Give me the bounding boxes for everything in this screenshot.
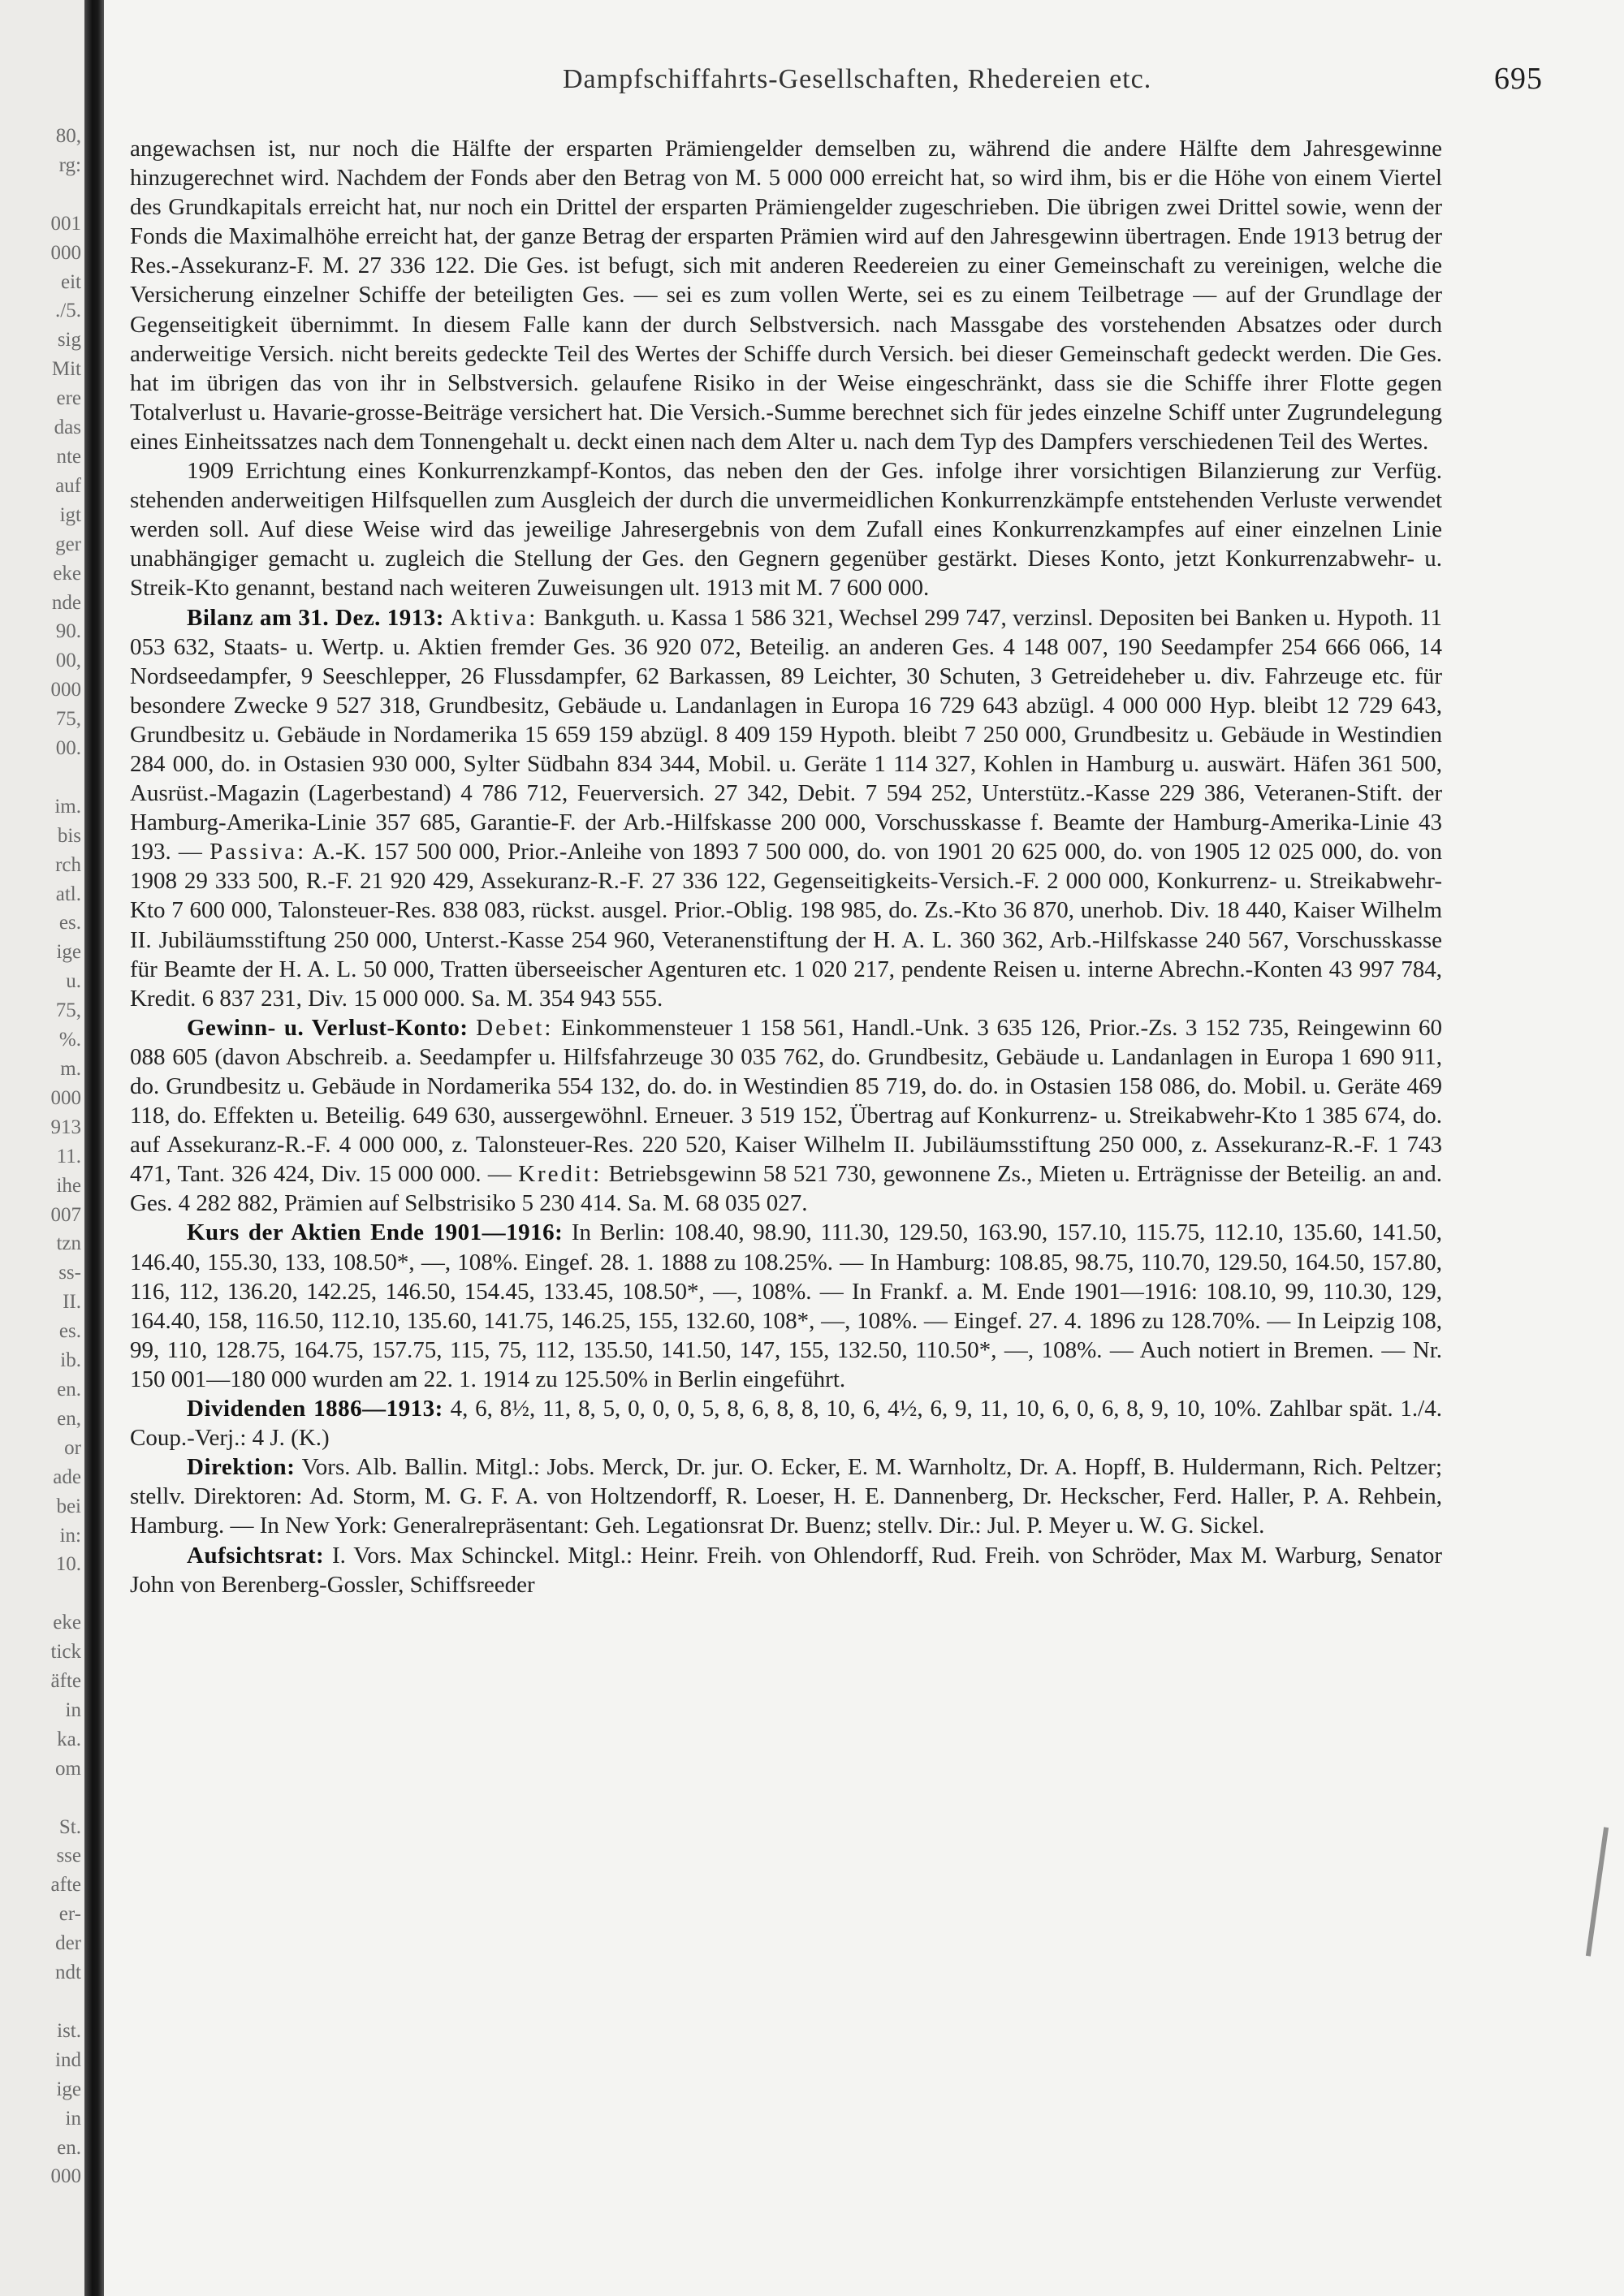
adjacent-page-fragment: 000 — [50, 1086, 81, 1109]
adjacent-page-fragment: afte — [50, 1874, 81, 1897]
adjacent-page-fragment: ere — [56, 387, 81, 410]
adjacent-page-fragment: 000 — [50, 2165, 81, 2188]
dividends-text: 4, 6, 8½, 11, 8, 5, 0, 0, 0, 5, 8, 6, 8, 8, 10, 6, 4½, 6, 9, 11, 10, 6, 0, 6, 8, 9, 10, 10%. Zahlbar spät. 1./4. Coup.-Verj.: 4 J. (K.) — [130, 1396, 1442, 1452]
adjacent-page-fragment — [0, 1987, 81, 2017]
paragraph-reserve-fund: angewachsen ist, nur noch die Hälfte der ersparten Prämiengelder demselben zu, während die andere Hälfte dem Jahresgewinne hinzugerechnet wird. Nachdem der Fonds aber den Betrag von M. 5 000 000 erreicht hat, so wird ihm, bis er die Höhe von einem Viertel des Grundkapitals erreicht hat, nur noch ein Drittel der ersparten Prämiengelder zugeschrieben. Die übrigen zwei Drittel sowie, wenn der Fonds die Maximalhöhe erreicht hat, der ganze Betrag der ersparten Prämien wird auf den Jahresgewinn übertragen. Ende 1913 betrug der Res.-Assekuranz-F. M. 27 336 122. Die Ges. ist befugt, sich mit anderen Reedereien zu einer Gemeinschaft zu vereinigen, welche die Versicherung einzelner Schiffe der beteiligten Ges. — sei es zum vollen Werte, sei es zu einem Teilbetrage — auf der Grundlage der Gegenseitigkeit übernimmt. In diesem Falle kann der durch Selbstversich. nach Massgabe des vorstehenden Absatzes oder durch anderweitige Versich. nicht bereits gedeckte Teil des Wertes der Schiffe durch Versich. bei dieser Gemeinschaft gedeckt werden. Die Ges. hat im übrigen das von ihr in Selbstversich. gelaufene Risiko in der Weise eingeschränkt, dass sie die Schiffe ihrer Flotte gegen Totalverlust u. Havarie-grosse-Beiträge versichert hat. Die Versich.-Summe berechnet sich für jedes einzelne Schiff unter Zugrundelegung eines Einheitssatzes nach dem Tonnengehalt u. deckt einen nach dem Alter u. nach dem Typ des Dampfers verschiedenen Teil des Wertes. — [130, 136, 1442, 455]
debit-text: Einkommensteuer 1 158 561, Handl.-Unk. 3 635 126, Prior.-Zs. 3 152 735, Reingewinn 60 088 605 (davon Abschreib. a. Seedampfer u. Hilfsfahrzeuge 30 035 762, do. Grundbesitz, Gebäude u. Landanlagen in Europa 1 690 911, do. Grundbesitz u. Gebäude in Nordamerika 554 132, do. do. in Westindien 85 719, do. do. in Ostasien 158 086, do. Mobil. u. Geräte 469 118, do. Effekten u. Beteilig. 649 630, aussergewöhnl. Erneuer. 3 519 152, Übertrag auf Konkurrenz- u. Streikabwehr-Kto 1 385 674, do. auf Assekuranz-R.-F. 4 000 000, z. Talonsteuer-Res. 220 520, Kaiser Wilhelm II. Jubiläumsstiftung 250 000, z. Assekuranz-R.-F. 1 743 471, Tant. 326 424, Div. 15 000 000. — — [130, 1014, 1442, 1188]
adjacent-page-fragment: 001 — [50, 212, 81, 235]
liabilities-text: A.-K. 157 500 000, Prior.-Anleihe von 1893 7 500 000, do. von 1901 20 625 000, do. von 1905 12 025 000, do. von 1908 29 333 500, R.-F. 21 920 429, Assekuranz-R.-F. 27 336 122, Gegenseitigkeits-Versich.-F. 2 000 000, Konkurrenz- u. Streikabwehr-Kto 7 600 000, Talonsteuer-Res. 838 083, rückst. ausgel. Prior.-Oblig. 198 985, do. Zs.-Kto 36 870, unerhob. Div. 18 440, Kaiser Wilhelm II. Jubiläumsstiftung 250 000, Unterst.-Kasse 254 960, Veteranenstiftung der H. A. L. 360 362, Arb.-Hilfskasse 240 567, Vorschusskasse für Beamte der H. A. L. 50 000, Tratten überseeischer Agenturen etc. 1 020 217, pendente Reisen u. interne Abrechn.-Konten 43 997 784, Kredit. 6 837 231, Div. 15 000 000. Sa. M. 354 943 555. — [130, 839, 1443, 1012]
adjacent-page-fragment: rg: — [58, 153, 81, 176]
adjacent-page-fragment: 00, — [55, 650, 81, 672]
section-label-balance: Bilanz am 31. Dez. 1913: — [187, 604, 444, 631]
adjacent-page-fragment — [0, 763, 81, 792]
supervisory-board-section — [130, 1541, 1442, 1599]
scan-mark — [1586, 1827, 1609, 1956]
adjacent-page-fragments — [0, 122, 81, 2191]
adjacent-page-fragment: igt — [59, 503, 81, 526]
page-header — [453, 61, 1543, 101]
adjacent-page-fragment: ./5. — [55, 300, 81, 322]
adjacent-page-fragment: im. — [54, 795, 81, 818]
adjacent-page-fragment: in — [65, 2107, 81, 2130]
adjacent-page-fragment: in: — [59, 1524, 81, 1547]
adjacent-page-fragment: 11. — [56, 1145, 81, 1167]
board-text: Vors. Alb. Ballin. Mitgl.: Jobs. Merck, Dr. jur. O. Ecker, E. M. Warnholtz, Dr. A. Hopff, B. Huldermann, Rich. Peltzer; stellv. Direktoren: Ad. Storm, M. G. F. A. von Holtzendorff, R. Loeser, H. E. Dannenberg, Dr. Heckscher, Ferd. Haller, P. A. Rehbein, Hamburg. — In New York: Generalrepräsentant: Geh. Legationsrat Dr. Buenz; stellv. Dir.: Jul. P. Meyer u. W. G. Sickel. — [130, 1454, 1442, 1539]
adjacent-page-fragment: II. — [63, 1291, 81, 1314]
adjacent-page-fragment: eke — [53, 562, 81, 585]
adjacent-page-fragment: ib. — [60, 1349, 81, 1372]
adjacent-page-fragment: Mit — [51, 358, 81, 381]
adjacent-page-edge — [0, 0, 84, 2296]
adjacent-page-fragment: ka. — [57, 1728, 81, 1750]
adjacent-page-fragment: eit — [61, 270, 81, 293]
adjacent-page-fragment — [0, 1784, 81, 1813]
adjacent-page-fragment: or — [64, 1436, 81, 1459]
adjacent-page-fragment: 75, — [55, 999, 81, 1022]
adjacent-page-fragment — [0, 180, 81, 209]
adjacent-page-fragment: 10. — [55, 1553, 81, 1576]
page-body — [130, 134, 1442, 1599]
adjacent-page-fragment: 00. — [55, 737, 81, 760]
adjacent-page-fragment: 000 — [50, 679, 81, 701]
adjacent-page-fragment: ist. — [57, 2019, 81, 2042]
paragraph-competition-account: 1909 Errichtung eines Konkurrenzkampf-Kontos, das neben den der Ges. infolge ihrer vorsichtigen Bilanzierung zur Verfüg. stehenden anderweitigen Hilfsquellen zum Ausgleich der durch die unvermeidlichen Konkurrenzkämpfe entstehenden Verluste verwendet werden soll. Auf diese Weise wird das jeweilige Jahresergebnis von dem Zufall eines Konkurrenzkampfes auf einer einzelnen Linie unabhängiger gemacht u. zugleich die Stellung der Ges. den Gegnern gegenüber gestärkt. Dieses Konto, jetzt Konkurrenzabwehr- u. Streik-Kto genannt, bestand nach weiteren Zuweisungen ult. 1913 mit M. 7 600 000. — [130, 458, 1442, 602]
adjacent-page-fragment: %. — [58, 1029, 81, 1051]
adjacent-page-fragment: atl. — [55, 883, 81, 905]
board-section — [130, 1452, 1442, 1540]
adjacent-page-fragment: ige — [56, 2078, 81, 2100]
adjacent-page-fragment: ige — [56, 941, 81, 964]
dividends-section — [130, 1394, 1442, 1452]
adjacent-page-fragment: der — [55, 1932, 81, 1955]
adjacent-page-fragment: tick — [50, 1641, 81, 1664]
supervisory-text: I. Vors. Max Schinckel. Mitgl.: Heinr. Freih. von Ohlendorff, Rud. Freih. von Schröder, Max M. Warburg, Senator John von Berenberg-Gossler, Schiffsreeder — [130, 1542, 1442, 1598]
document-page — [104, 0, 1624, 2296]
section-label-share-price: Kurs der Aktien Ende 1901—1916: — [187, 1219, 564, 1246]
adjacent-page-fragment: ind — [55, 2048, 81, 2071]
adjacent-page-fragment: 007 — [50, 1203, 81, 1226]
adjacent-page-fragment: en, — [57, 1407, 81, 1430]
adjacent-page-fragment: tzn — [56, 1232, 81, 1255]
adjacent-page-fragment: in — [65, 1698, 81, 1721]
adjacent-page-fragment: 80, — [55, 125, 81, 147]
adjacent-page-fragment: St. — [58, 1815, 81, 1838]
section-label-supervisory: Aufsichtsrat: — [187, 1542, 325, 1569]
adjacent-page-fragment: nte — [56, 445, 81, 468]
share-price-section — [130, 1218, 1442, 1394]
adjacent-page-fragment: rch — [55, 853, 81, 876]
page-number: 695 — [1494, 62, 1543, 96]
adjacent-page-fragment: sig — [57, 329, 81, 352]
adjacent-page-fragment: ss- — [58, 1262, 81, 1284]
adjacent-page-fragment: ihe — [56, 1174, 81, 1197]
section-label-profit-loss: Gewinn- u. Verlust-Konto: — [187, 1014, 469, 1041]
section-label-board: Direktion: — [187, 1454, 296, 1481]
assets-text: Bankguth. u. Kassa 1 586 321, Wechsel 299 747, verzinsl. Depositen bei Banken u. Hypoth. 11 053 632, Staats- u. Wertp. u. Aktien fremder Ges. 36 920 072, Beteilig. an anderen Ges. 4 148 007, 190 Seedampfer 254 666 066, 14 Nordseedampfer, 9 Seeschlepper, 26 Flussdampfer, 62 Barkassen, 89 Leichter, 30 Schuten, 3 Getreideheber u. div. Fahrzeuge etc. für besondere Zwecke 9 527 318, Grundbesitz, Gebäude u. Landanlagen in Europa 16 729 643 abzügl. 4 000 000 Hyp. bleibt 12 729 643, Grundbesitz u. Gebäude in Nordamerika 15 659 159 abzügl. 8 409 159 Hypoth. bleibt 7 250 000, Grundbesitz u. Gebäude in Westindien 284 000, do. in Ostasien 930 000, Sylter Südbahn 834 344, Mobil. u. Geräte 1 114 327, Kohlen in Hamburg u. auswärt. Häfen 361 500, Ausrüst.-Magazin (Lagerbestand) 4 786 712, Feuerversich. 27 342, Debit. 7 594 252, Unterstütz.-Kasse 229 386, Veteranen-Stift. der Hamburg-Amerika-Linie 357 685, Garantie-F. der Arb.-Hilfskasse 200 000, Vorschusskasse f. Beamte der Hamburg-Amerika-Linie 43 193. — — [130, 604, 1443, 865]
sublabel-debit: Debet: — [476, 1014, 554, 1041]
adjacent-page-fragment: auf — [55, 474, 81, 497]
adjacent-page-fragment: eke — [53, 1612, 81, 1634]
share-price-text: In Berlin: 108.40, 98.90, 111.30, 129.50, 163.90, 157.10, 115.75, 112.10, 135.60, 141.50, 146.40, 155.30, 133, 108.50*, —, 108%. Eingef. 28. 1. 1888 zu 108.25%. — In Hamburg: 108.85, 98.75, 110.70, 129.50, 164.50, 157.80, 116, 112, 136.20, 142.25, 146.50, 154.45, 133.45, 108.50*, —, 108%. — In Frankf. a. M. Ende 1901—1916: 108.10, 99, 110.30, 129, 164.40, 158, 116.50, 112.10, 135.60, 141.75, 146.25, 155, 132.60, 108*, —, 108%. — Eingef. 27. 4. 1896 zu 128.70%. — In Leipzig 108, 99, 110, 128.75, 164.75, 157.75, 115, 75, 112, 135.50, 141.50, 147, 155, 132.50, 110.50*, —, 108%. — Auch notiert in Bremen. — Nr. 150 001—180 000 wurden am 22. 1. 1914 zu 125.50% in Berlin eingeführt. — [130, 1219, 1442, 1392]
adjacent-page-fragment: 75, — [55, 708, 81, 731]
profit-loss-section — [130, 1013, 1442, 1219]
adjacent-page-fragment: en. — [57, 2136, 81, 2159]
balance-sheet-section — [130, 603, 1442, 1013]
adjacent-page-fragment: m. — [60, 1058, 81, 1080]
adjacent-page-fragment: ger — [55, 533, 81, 555]
credit-text: Betriebsgewinn 58 521 730, gewonnene Zs., Mieten u. Erträgnisse der Beteilig. an and. Ges. 4 282 882, Prämien auf Selbstrisiko 5 230 414. Sa. M. 68 035 027. — [130, 1161, 1442, 1217]
section-label-dividends: Dividenden 1886—1913: — [187, 1396, 443, 1422]
adjacent-page-fragment: es. — [58, 1320, 81, 1343]
adjacent-page-fragment: sse — [56, 1845, 81, 1867]
adjacent-page-fragment: ndt — [55, 1962, 81, 1984]
adjacent-page-fragment: es. — [58, 912, 81, 934]
adjacent-page-fragment: en. — [57, 1378, 81, 1400]
book-gutter — [84, 0, 104, 2296]
sublabel-credit: Kredit: — [518, 1161, 603, 1188]
adjacent-page-fragment — [0, 1579, 81, 1608]
adjacent-page-fragment: 000 — [50, 241, 81, 264]
adjacent-page-fragment: nde — [51, 591, 81, 614]
adjacent-page-fragment: om — [55, 1757, 81, 1780]
sublabel-assets: Aktiva: — [450, 604, 538, 631]
running-head: Dampfschiffahrts-Gesellschaften, Rhedereien etc. — [563, 64, 1152, 94]
adjacent-page-fragment: bei — [56, 1495, 81, 1517]
adjacent-page-fragment: das — [54, 416, 81, 439]
adjacent-page-fragment: 90. — [55, 620, 81, 643]
adjacent-page-fragment: bis — [57, 824, 81, 847]
adjacent-page-fragment: ade — [53, 1465, 81, 1488]
adjacent-page-fragment: er- — [58, 1903, 81, 1926]
sublabel-liabilities: Passiva: — [209, 839, 307, 865]
adjacent-page-fragment: 913 — [50, 1116, 81, 1138]
adjacent-page-fragment: äfte — [50, 1670, 81, 1693]
adjacent-page-fragment: u. — [66, 970, 81, 993]
